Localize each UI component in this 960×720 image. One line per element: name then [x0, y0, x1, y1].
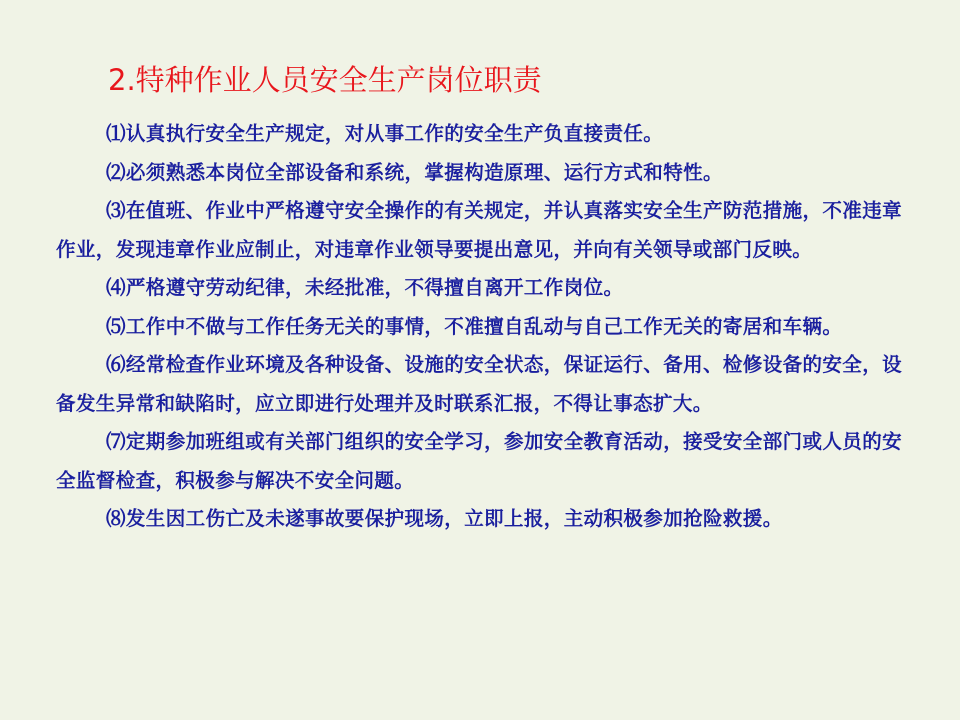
slide-title: 2.特种作业人员安全生产岗位职责	[108, 63, 542, 97]
duty-list	[56, 115, 916, 539]
duty-item-7: ⑺定期参加班组或有关部门组织的安全学习，参加安全教育活动，接受安全部门或人员的安全监督检查，积极参与解决不安全问题。	[56, 430, 903, 492]
duty-item-4: ⑷严格遵守劳动纪律，未经批准，不得擅自离开工作岗位。	[106, 276, 624, 299]
duty-item-5: ⑸工作中不做与工作任务无关的事情，不准擅自乱动与自己工作无关的寄居和车辆。	[106, 314, 843, 338]
duty-item-2: ⑵必须熟悉本岗位全部设备和系统，掌握构造原理、运行方式和特性。	[106, 160, 723, 184]
duty-item-1: ⑴认真执行安全生产规定，对从事工作的安全生产负直接责任。	[106, 122, 664, 145]
duty-item-3: ⑶在值班、作业中严格遵守安全操作的有关规定，并认真落实安全生产防范措施，不准违章作业，发现违章作业应制止，对违章作业领导要提出意见，并向有关领导或部门反映。	[56, 199, 903, 261]
duty-item-8: ⑻发生因工伤亡及未遂事故要保护现场，立即上报，主动积极参加抢险救援。	[106, 507, 783, 530]
duty-item-6: ⑹经常检查作业环境及各种设备、设施的安全状态，保证运行、备用、检修设备的安全，设备发生异常和缺陷时，应立即进行处理并及时联系汇报，不得让事态扩大。	[56, 353, 903, 415]
